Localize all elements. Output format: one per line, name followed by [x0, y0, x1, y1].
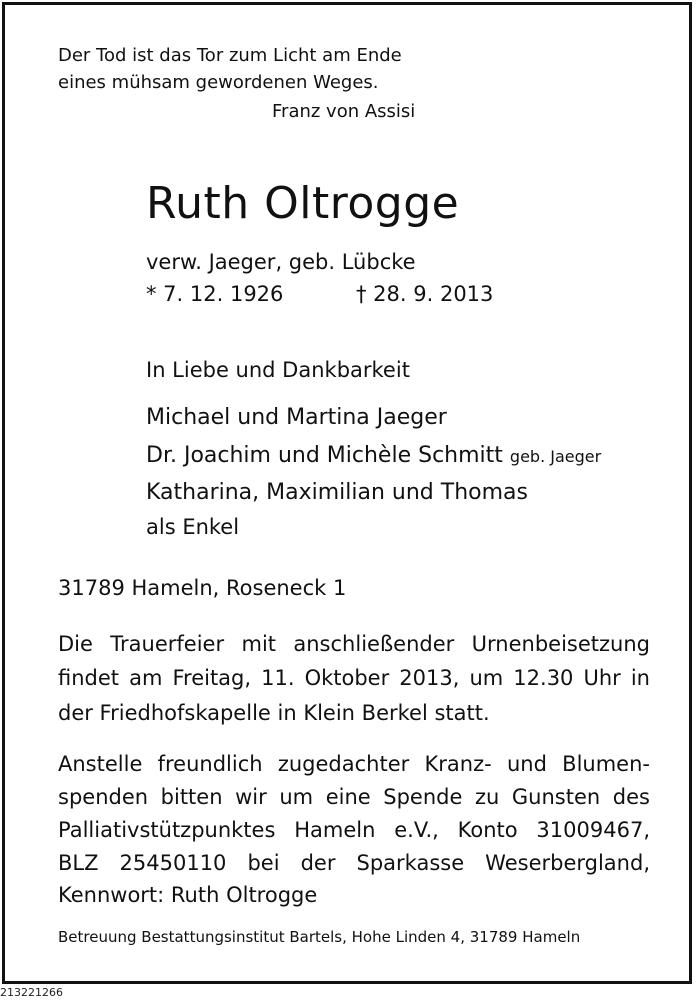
- quote-line-2: eines mühsam gewordenen Weges.: [58, 72, 379, 93]
- mourner-line-2-names: Dr. Joachim und Michèle Schmitt: [146, 443, 503, 468]
- mourner-line-2: [146, 443, 601, 468]
- deceased-name: Ruth Oltrogge: [146, 178, 460, 229]
- quote-author: Franz von Assisi: [272, 101, 416, 122]
- address: 31789 Hameln, Roseneck 1: [58, 576, 347, 600]
- service-line-2: findet am Freitag, 11. Oktober 2013, um 12.30 Uhr in: [58, 666, 650, 690]
- death-date: † 28. 9. 2013: [356, 282, 494, 306]
- ad-code: 213221266: [0, 986, 63, 999]
- birth-date: * 7. 12. 1926: [146, 282, 284, 306]
- funeral-home-footer: Betreuung Bestattungsinstitut Bartels, Hohe Linden 4, 31789 Hameln: [58, 928, 581, 946]
- mourner-line-4: als Enkel: [146, 515, 240, 539]
- service-line-1: Die Trauerfeier mit anschließender Urnenbeisetzung: [58, 632, 650, 656]
- deceased-maiden-name: verw. Jaeger, geb. Lübcke: [146, 250, 416, 274]
- service-line-3: der Friedhofskapelle in Klein Berkel statt.: [58, 701, 490, 725]
- donation-line-4: BLZ 25450110 bei der Sparkasse Weserbergland,: [58, 851, 650, 875]
- donation-line-3: Palliativstützpunktes Hameln e.V., Konto 31009467,: [58, 818, 650, 842]
- mourner-line-2-note: geb. Jaeger: [509, 447, 602, 466]
- donation-line-5: Kennwort: Ruth Oltrogge: [58, 883, 318, 907]
- mourner-line-1: Michael und Martina Jaeger: [146, 405, 447, 430]
- donation-line-2: spenden bitten wir um eine Spende zu Gunsten des: [58, 785, 650, 809]
- donation-line-1: Anstelle freundlich zugedachter Kranz- und Blumen-: [58, 752, 650, 776]
- mourner-line-3: Katharina, Maximilian und Thomas: [146, 480, 528, 505]
- mourners-intro: In Liebe und Dankbarkeit: [146, 358, 410, 382]
- quote-line-1: Der Tod ist das Tor zum Licht am Ende: [58, 45, 402, 66]
